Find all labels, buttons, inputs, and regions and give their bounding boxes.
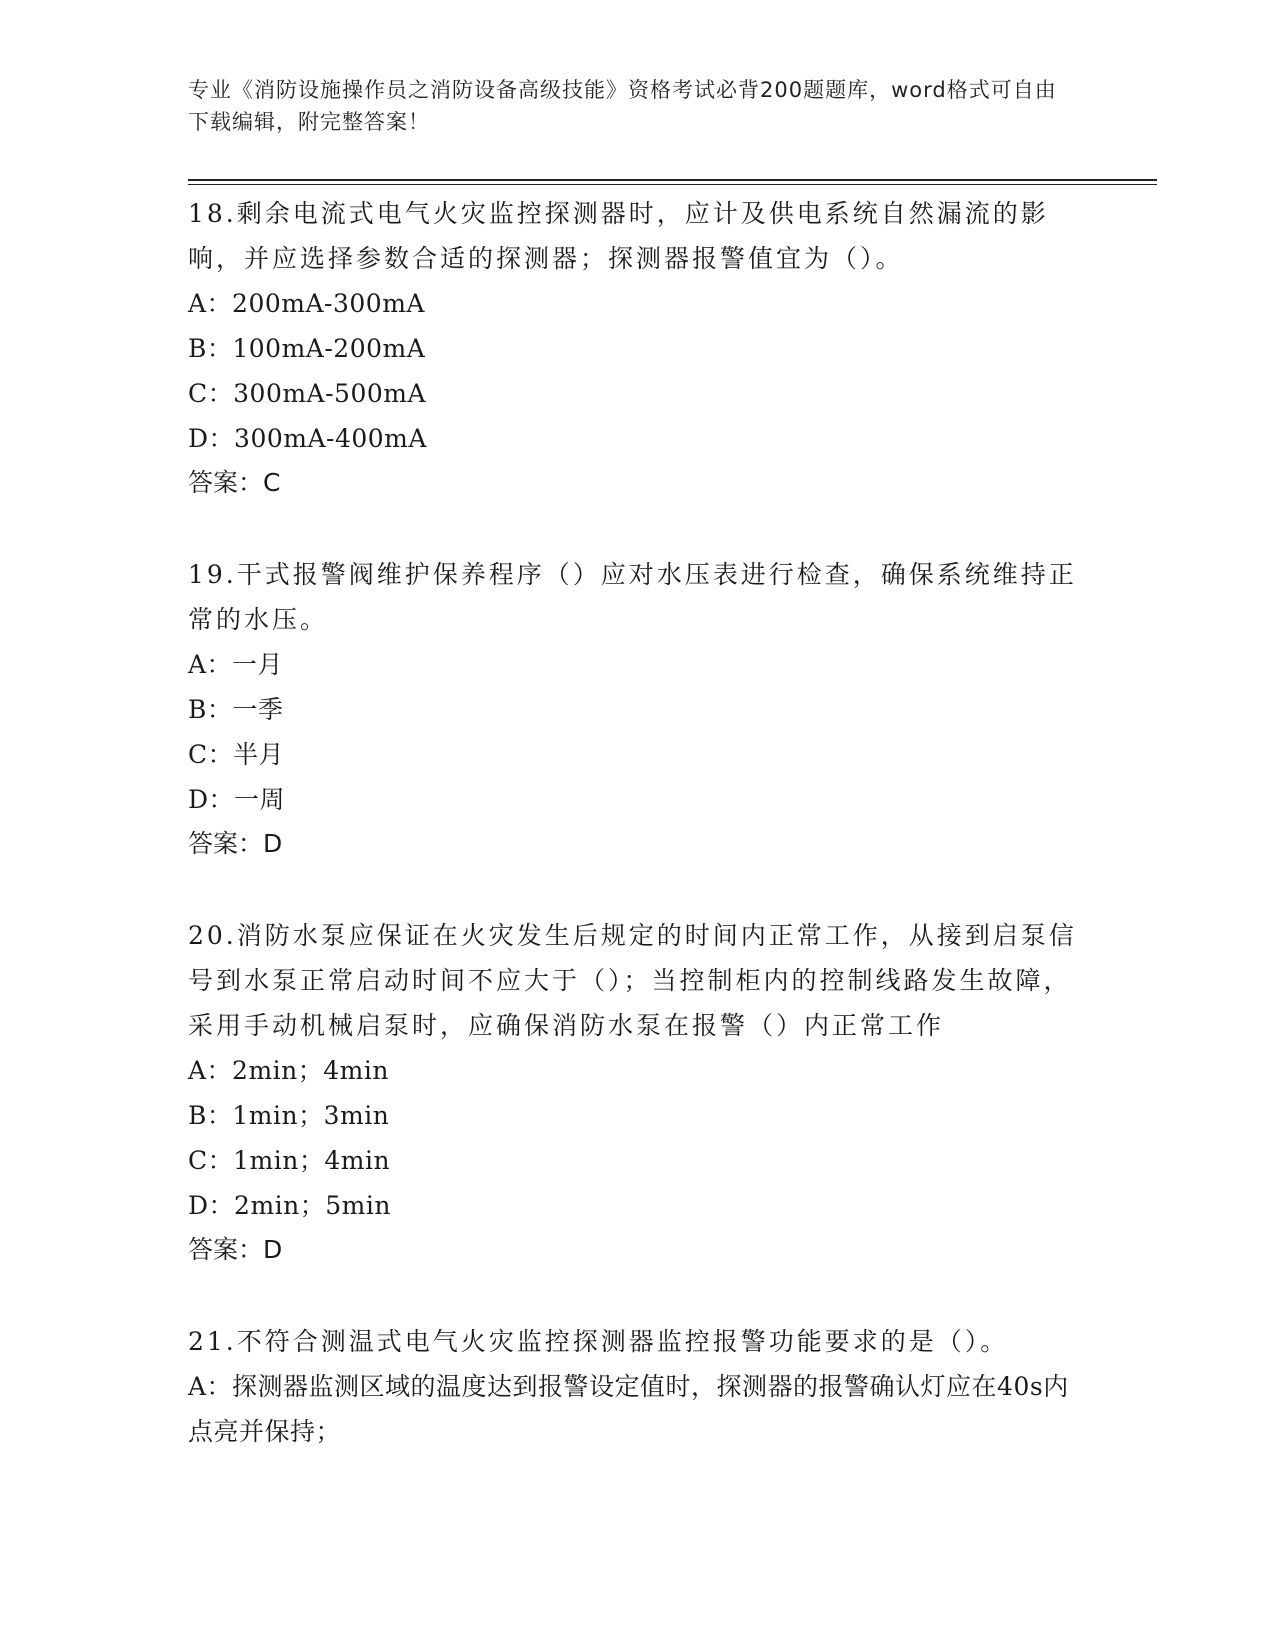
option-b: B：100mA-200mA [188, 334, 426, 363]
option-c: C：半月 [188, 740, 285, 769]
option-a: A：200mA-300mA [188, 289, 425, 318]
option-c: C：1min；4min [188, 1146, 391, 1175]
question-stem: 20.消防水泵应保证在火灾发生后规定的时间内正常工作，从接到启泵信号到水泵正常启动时间不应大于（）；当控制柜内的控制线路发生故障，采用手动机械启泵时，应确保消防水泵在报警（）内正常工作 [188, 921, 1077, 1040]
question-18 [188, 191, 1088, 505]
answer-label: 答案：D [188, 1235, 283, 1264]
option-b: B：一季 [188, 695, 284, 724]
option-a: A：探测器监测区域的温度达到报警设定值时，探测器的报警确认灯应在40s内点亮并保持； [188, 1372, 1069, 1446]
option-d: D：2min；5min [188, 1191, 391, 1220]
header-divider-thick [188, 179, 1157, 181]
option-d: D：300mA-400mA [188, 424, 427, 453]
question-stem: 18.剩余电流式电气火灾监控探测器时，应计及供电系统自然漏流的影响，并应选择参数合适的探测器；探测器报警值宜为（）。 [188, 199, 1049, 273]
option-b: B：1min；3min [188, 1101, 390, 1130]
question-list [188, 191, 1088, 1501]
header-divider-thin [188, 184, 1157, 185]
question-stem: 19.干式报警阀维护保养程序（）应对水压表进行检查，确保系统维持正常的水压。 [188, 560, 1077, 634]
answer-label: 答案：D [188, 829, 283, 858]
document-header: 专业《消防设施操作员之消防设备高级技能》资格考试必背200题题库，word格式可自由下载编辑，附完整答案！ [188, 78, 1057, 134]
option-c: C：300mA-500mA [188, 379, 427, 408]
answer-label: 答案：C [188, 468, 281, 497]
option-a: A：2min；4min [188, 1056, 389, 1085]
question-20 [188, 913, 1088, 1272]
option-d: D：一周 [188, 785, 286, 814]
question-19 [188, 552, 1088, 866]
option-a: A：一月 [188, 650, 284, 679]
question-21 [188, 1319, 1088, 1454]
question-stem: 21.不符合测温式电气火灾监控探测器监控报警功能要求的是（）。 [188, 1327, 1009, 1356]
